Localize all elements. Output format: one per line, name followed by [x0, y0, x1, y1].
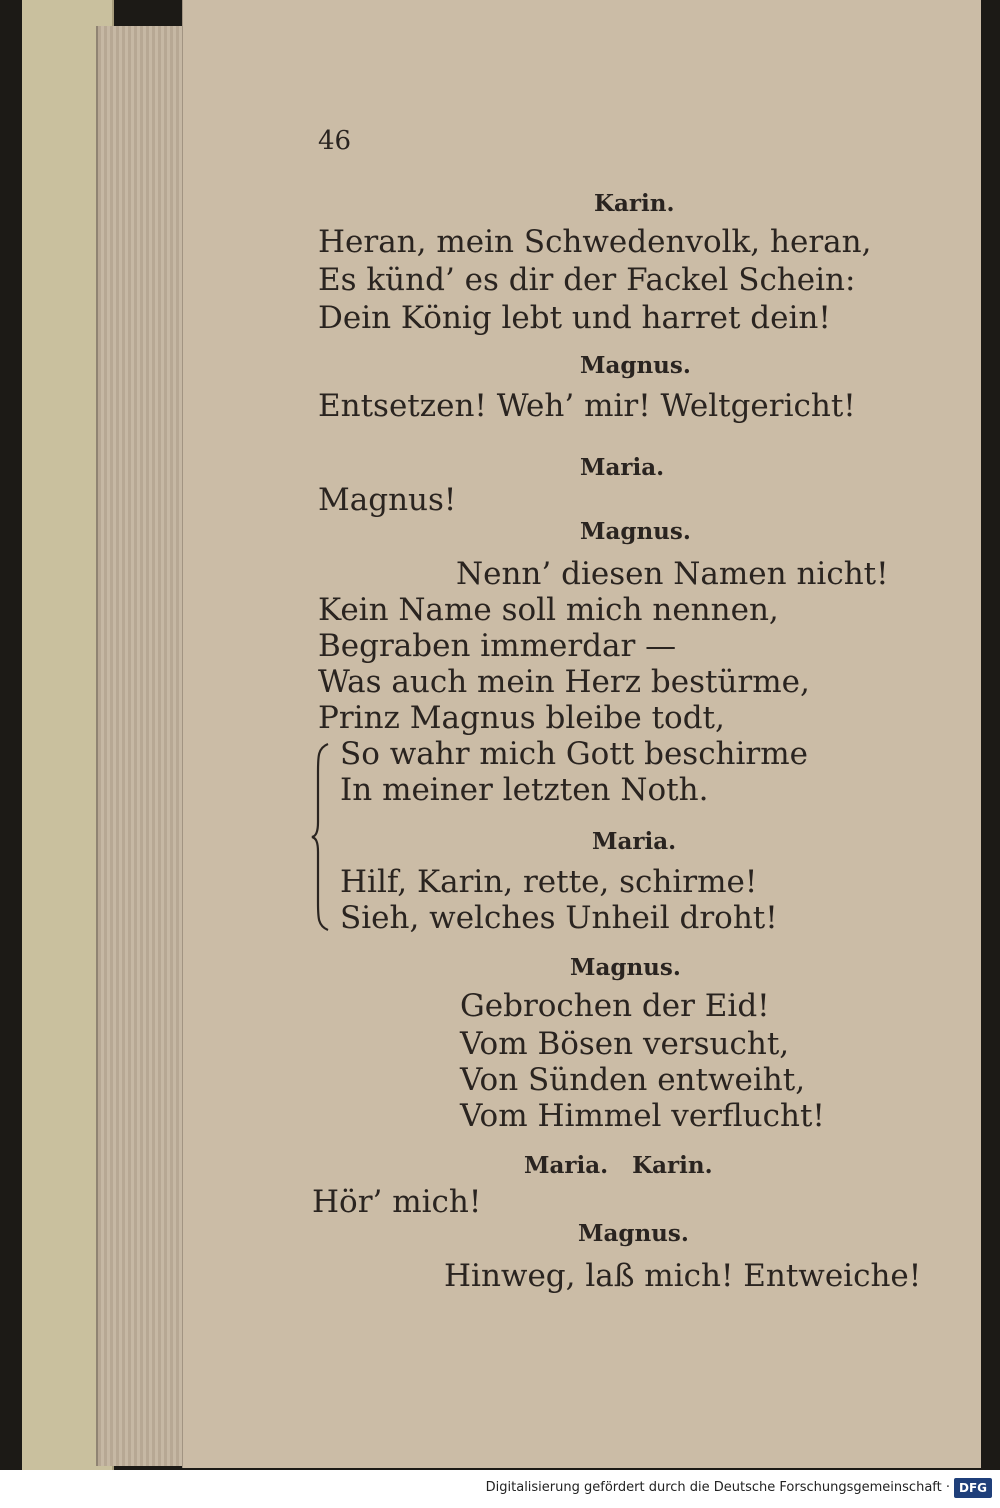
- verse-line: Vom Bösen versucht,: [460, 1026, 790, 1062]
- speaker-karin: Karin.: [594, 190, 675, 217]
- verse-line: Dein König lebt und harret dein!: [318, 300, 831, 336]
- verse-line: Kein Name soll mich nennen,: [318, 592, 779, 628]
- speaker-magnus: Magnus.: [578, 1220, 689, 1247]
- speaker-maria: Maria.: [580, 454, 665, 481]
- speaker-maria: Maria.: [592, 828, 677, 855]
- verse-line: Es künd’ es dir der Fackel Schein:: [318, 262, 856, 298]
- verse-line: Nenn’ diesen Namen nicht!: [456, 556, 889, 592]
- verse-line: Was auch mein Herz bestürme,: [318, 664, 810, 700]
- verse-line: Prinz Magnus bleibe todt,: [318, 700, 725, 736]
- verse-line: Gebrochen der Eid!: [460, 988, 770, 1024]
- speaker-magnus: Magnus.: [580, 352, 691, 379]
- verse-line: Vom Himmel verflucht!: [460, 1098, 825, 1134]
- verse-line: So wahr mich Gott beschirme: [340, 736, 808, 772]
- verse-line: Hilf, Karin, rette, schirme!: [340, 864, 758, 900]
- verse-line: Hör’ mich!: [312, 1184, 482, 1220]
- verse-line: Sieh, welches Unheil droht!: [340, 900, 778, 936]
- verse-line: Magnus!: [318, 482, 457, 518]
- speaker-magnus: Magnus.: [580, 518, 691, 545]
- digitization-credit: Digitalisierung gefördert durch die Deutsche Forschungsgemeinschaft ·: [485, 1480, 950, 1495]
- verse-line: Entsetzen! Weh’ mir! Weltgericht!: [318, 388, 856, 424]
- page-number: 46: [318, 126, 352, 156]
- verse-line: Begraben immerdar —: [318, 628, 677, 664]
- verse-line: Hinweg, laß mich! Entweiche!: [444, 1258, 922, 1294]
- curly-brace-icon: [310, 742, 332, 932]
- speaker-magnus: Magnus.: [570, 954, 681, 981]
- speaker-maria-karin: Maria. Karin.: [524, 1152, 713, 1179]
- verse-line: In meiner letzten Noth.: [340, 772, 709, 808]
- verse-line: Heran, mein Schwedenvolk, heran,: [318, 224, 872, 260]
- verse-line: Von Sünden entweiht,: [460, 1062, 806, 1098]
- dfg-logo: DFG: [954, 1478, 992, 1498]
